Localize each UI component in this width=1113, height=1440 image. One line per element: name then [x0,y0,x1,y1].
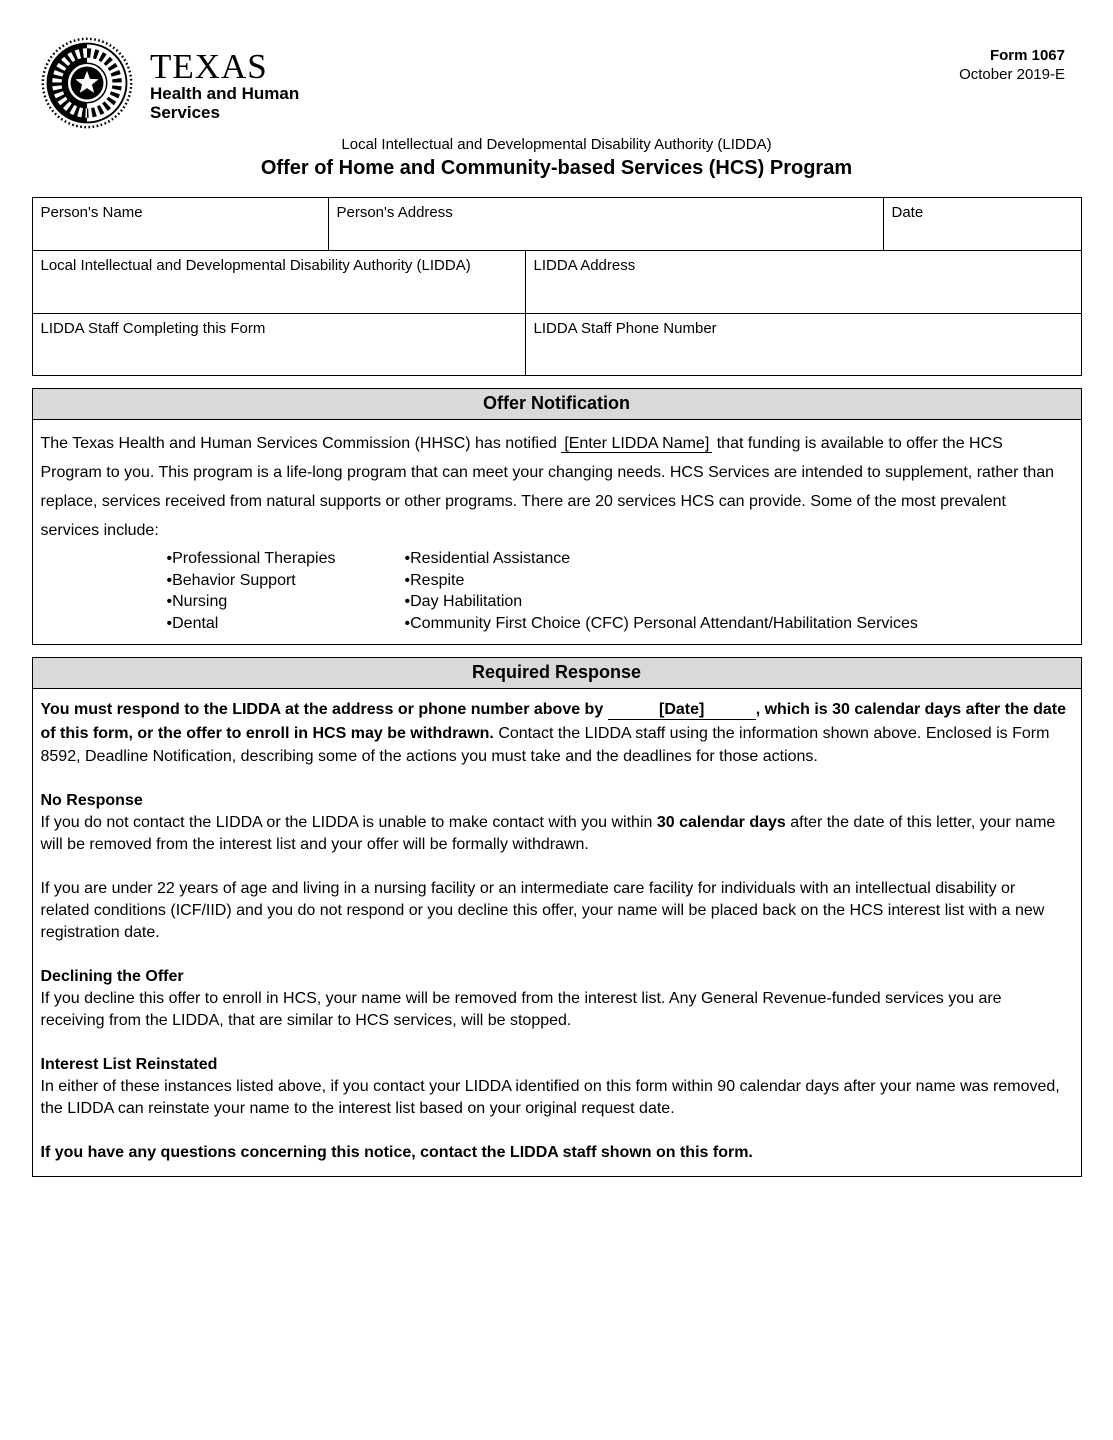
lidda-address-field[interactable] [525,251,1081,313]
no-response-after: after the date of this letter, your name will be removed from the interest list and your offer will be formally withdrawn. [40,813,1056,853]
offer-notification-header: Offer Notification [33,389,1081,420]
info-table [32,197,1082,376]
list-item: • Day Habilitation [405,591,918,613]
list-item: • Residential Assistance [405,548,918,570]
table-row [33,198,1081,250]
date-field[interactable] [883,198,1081,250]
list-item: • Professional Therapies [167,548,405,570]
no-response-paragraph2: If you are under 22 years of age and living in a nursing facility or an intermediate care facility for individuals with an intellectual disability or related conditions (ICF/IID) and you do not respond or you decline this offer, your name will be placed back on the HCS interest list with a new registration date. [40,879,1045,941]
offer-paragraph-before: The Texas Health and Human Services Commission (HHSC) has notified [40,435,557,452]
no-response-paragraph1 [41,812,1069,856]
lidda-name-blank[interactable]: [Enter LIDDA Name] [561,435,712,453]
logo-text [150,44,299,122]
logo-sub-line2: Services [150,103,220,122]
texas-hhs-logo [40,36,299,130]
no-response-heading: No Response [40,791,143,809]
table-row [33,313,1081,375]
staff-name-field[interactable] [33,314,525,375]
table-row [33,250,1081,313]
logo-brand: TEXAS [150,47,268,86]
list-item: • Behavior Support [167,570,405,592]
logo-sub-line1: Health and Human [150,84,300,103]
questions-closing-line: If you have any questions concerning this notice, contact the LIDDA staff shown on this form. [40,1143,753,1161]
respond-bold-after: , which is 30 calendar days after the date of this form, or the offer to enroll in HCS may be withdrawn. [40,701,1067,742]
person-address-label: Person's Address [336,204,453,221]
form-header [0,0,1113,130]
services-bullet-lists [167,548,1069,634]
page-title [0,136,1113,180]
form-meta [959,36,1065,84]
services-list-col1 [167,548,405,634]
required-response-section [32,657,1082,1177]
interest-list-heading: Interest List Reinstated [40,1055,218,1073]
staff-phone-field[interactable] [525,314,1081,375]
lidda-address-label: LIDDA Address [533,257,636,274]
required-response-header: Required Response [33,658,1081,689]
form-number: Form 1067 [989,47,1065,64]
offer-notification-body [33,420,1081,644]
person-name-field[interactable] [33,198,328,250]
respond-regular-text: Contact the LIDDA staff using the information shown above. Enclosed is Form 8592, Deadline Notification, describing some of the actions you must take and the deadlines for those actions. [40,724,1050,765]
interest-list-paragraph: In either of these instances listed above, if you contact your LIDDA identified on this form within 90 calendar days after your name was removed, the LIDDA can reinstate your name to the interest list based on your original request date. [40,1077,1060,1117]
declining-offer-paragraph: If you decline this offer to enroll in HCS, your name will be removed from the interest list. Any General Revenue-funded services you are receiving from the LIDDA, that are similar to HCS services, will be stopped. [40,989,1002,1029]
texas-hhs-seal-icon [40,36,134,130]
staff-label: LIDDA Staff Completing this Form [40,320,266,337]
title-line2: Offer of Home and Community-based Services (HCS) Program [260,157,853,179]
no-response-bold: 30 calendar days [656,813,786,831]
list-item: • Dental [167,613,405,635]
respond-bold-before: You must respond to the LIDDA at the address or phone number above by [40,701,604,718]
form-revision-date: October 2019-E [959,66,1065,83]
offer-paragraph-after: that funding is available to offer the HCS Program to you. This program is a life-long program that can meet your changing needs. HCS Services are intended to supplement, rather than replace, services received from natural supports or other programs. There are 20 services HCS can provide. Some of the most prevalent services include: [40,435,1055,539]
declining-offer-heading: Declining the Offer [40,967,184,985]
respond-deadline-paragraph [41,698,1069,769]
offer-paragraph [41,429,1069,545]
person-address-field[interactable] [328,198,883,250]
list-item: • Community First Choice (CFC) Personal Attendant/Habilitation Services [405,613,918,635]
required-response-body [33,689,1081,1176]
lidda-name-field[interactable] [33,251,525,313]
list-item: • Respite [405,570,918,592]
date-label: Date [891,204,924,221]
offer-notification-section [32,388,1082,645]
services-list-col2 [405,548,918,634]
no-response-before: If you do not contact the LIDDA or the LIDDA is unable to make contact with you within [40,813,653,831]
date-blank[interactable]: [Date] [608,700,756,720]
title-line1: Local Intellectual and Developmental Disability Authority (LIDDA) [341,136,772,153]
person-name-label: Person's Name [40,204,143,221]
lidda-label: Local Intellectual and Developmental Disability Authority (LIDDA) [40,257,471,274]
list-item: • Nursing [167,591,405,613]
staff-phone-label: LIDDA Staff Phone Number [533,320,717,337]
